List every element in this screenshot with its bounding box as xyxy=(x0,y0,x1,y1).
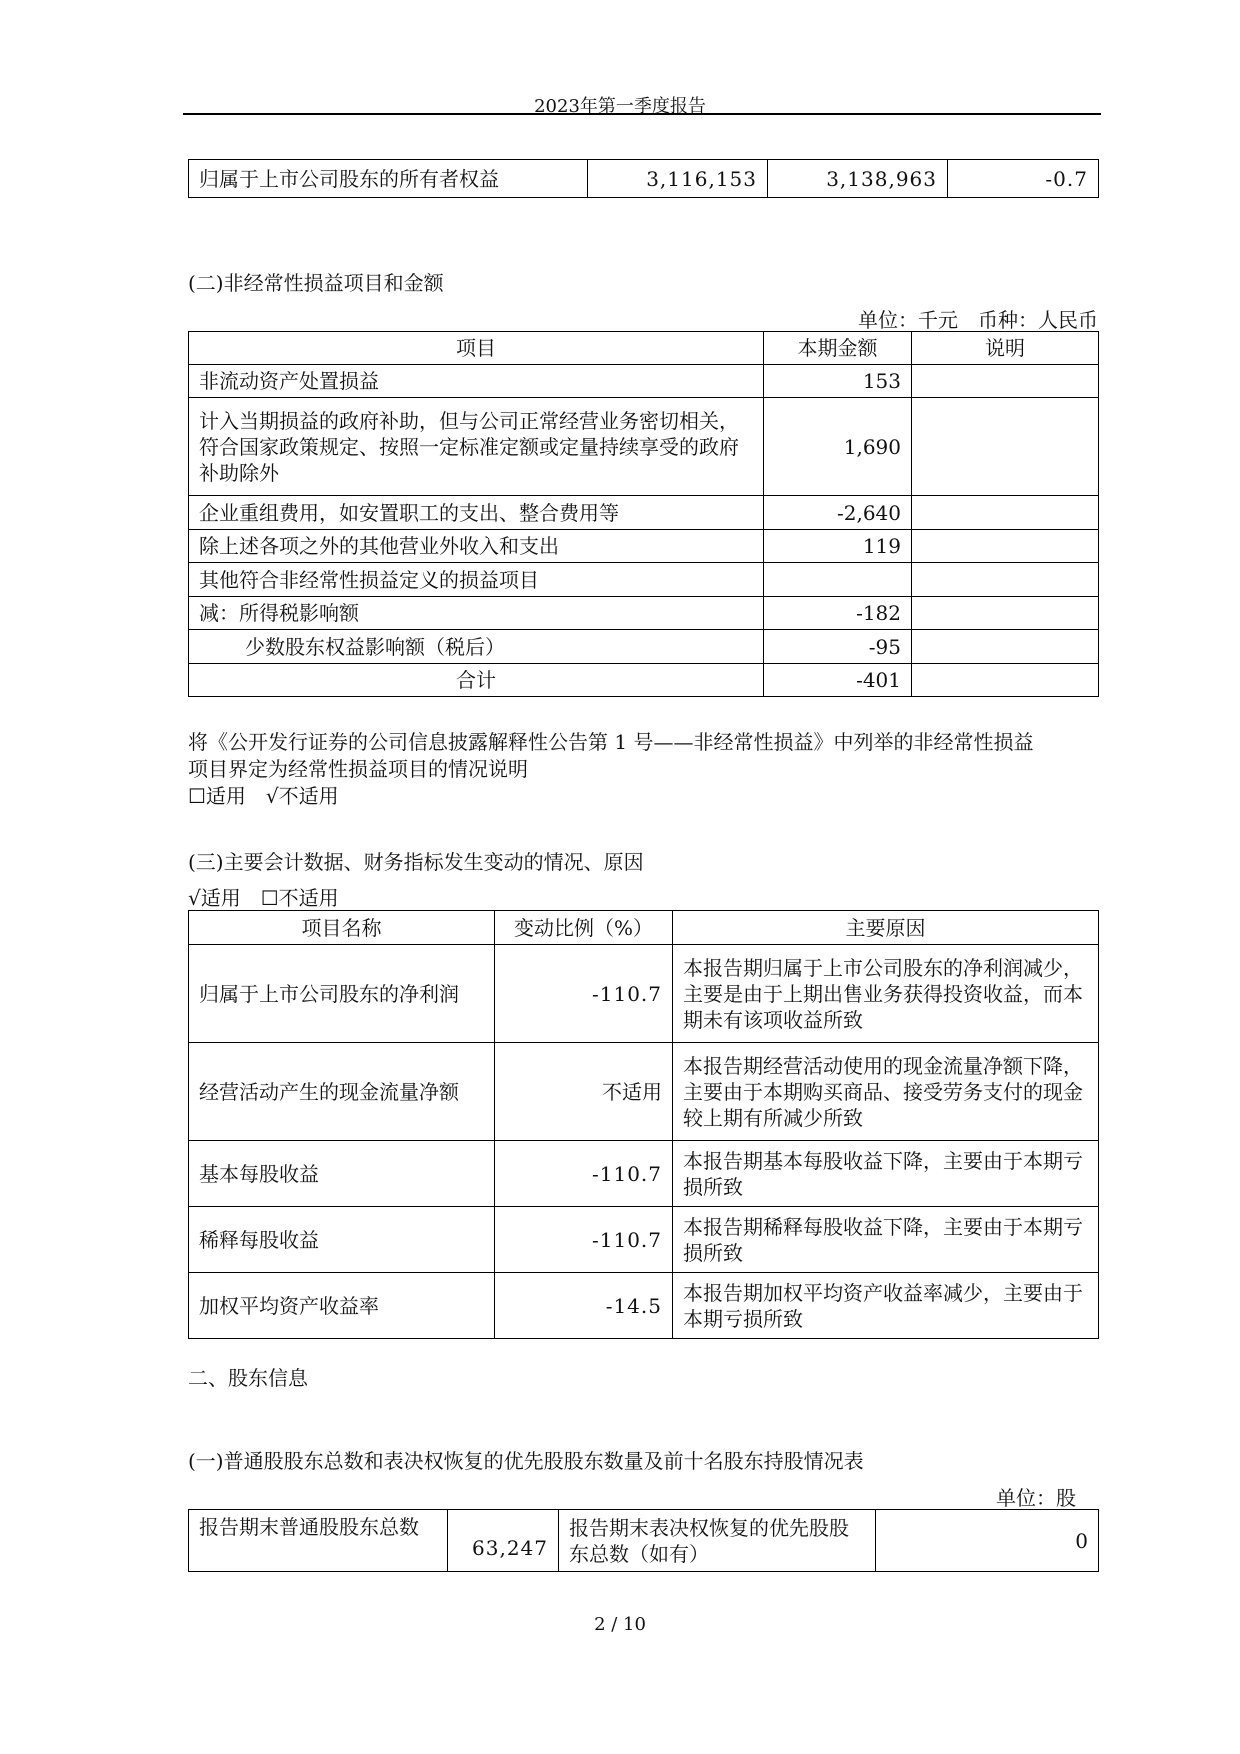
row-item: 计入当期损益的政府补助，但与公司正常经营业务密切相关，符合国家政策规定、按照一定标准定额或定量持续享受的政府补助除外 xyxy=(189,398,764,496)
nonrecurring-unit: 单位：千元 币种：人民币 xyxy=(858,308,1098,332)
row-ratio: -110.7 xyxy=(495,1207,673,1273)
table-row xyxy=(189,945,1099,1043)
table-row xyxy=(189,1510,1099,1572)
table-row xyxy=(189,160,1099,198)
changes-section-title: (三)主要会计数据、财务指标发生变动的情况、原因 xyxy=(188,850,644,874)
table-row xyxy=(189,1207,1099,1273)
row-item-total: 合计 xyxy=(189,664,764,697)
equity-table xyxy=(188,159,1099,198)
table-row xyxy=(189,597,1099,630)
table-row xyxy=(189,664,1099,697)
row-ratio: 不适用 xyxy=(495,1043,673,1141)
row-note xyxy=(912,398,1099,496)
row-ratio: -110.7 xyxy=(495,1141,673,1207)
equity-current: 3,116,153 xyxy=(588,160,768,198)
col-header-item-name: 项目名称 xyxy=(189,911,495,945)
table-row xyxy=(189,530,1099,563)
row-amount xyxy=(764,563,912,597)
row-ratio: -110.7 xyxy=(495,945,673,1043)
row-amount-total: -401 xyxy=(764,664,912,697)
equity-change: -0.7 xyxy=(948,160,1099,198)
total-shareholders-value: 63,247 xyxy=(448,1510,559,1572)
changes-applicable: √适用 ☐不适用 xyxy=(188,886,339,910)
table-row xyxy=(189,365,1099,398)
row-ratio: -14.5 xyxy=(495,1273,673,1339)
shareholders-section-title: 二、股东信息 xyxy=(188,1366,308,1390)
explanation-line-2: 项目界定为经常性损益项目的情况说明 xyxy=(188,757,528,781)
row-item: 除上述各项之外的其他营业外收入和支出 xyxy=(189,530,764,563)
row-amount: -2,640 xyxy=(764,496,912,530)
table-header-row xyxy=(189,911,1099,945)
equity-previous: 3,138,963 xyxy=(768,160,948,198)
explanation-line-1: 将《公开发行证券的公司信息披露解释性公告第 1 号——非经常性损益》中列举的非经常性损益 xyxy=(188,730,1034,754)
total-shareholders-label: 报告期末普通股股东总数 xyxy=(189,1510,448,1572)
nonrecurring-applicable: ☐适用 √不适用 xyxy=(188,784,339,808)
shareholders-sub-title: (一)普通股股东总数和表决权恢复的优先股股东数量及前十名股东持股情况表 xyxy=(188,1449,864,1473)
row-amount: 119 xyxy=(764,530,912,563)
row-item-name: 基本每股收益 xyxy=(189,1141,495,1207)
row-note xyxy=(912,365,1099,398)
row-reason: 本报告期稀释每股收益下降，主要由于本期亏损所致 xyxy=(673,1207,1099,1273)
table-row xyxy=(189,563,1099,597)
shareholders-unit: 单位：股 xyxy=(996,1486,1076,1510)
col-header-item: 项目 xyxy=(189,332,764,365)
header-divider xyxy=(183,113,1101,115)
nonrecurring-section-title: (二)非经常性损益项目和金额 xyxy=(188,271,444,295)
col-header-note: 说明 xyxy=(912,332,1099,365)
col-header-ratio: 变动比例（%） xyxy=(495,911,673,945)
row-amount: -95 xyxy=(764,630,912,664)
row-note xyxy=(912,530,1099,563)
table-row xyxy=(189,398,1099,496)
shareholders-table xyxy=(188,1509,1099,1572)
row-note xyxy=(912,496,1099,530)
row-reason: 本报告期归属于上市公司股东的净利润减少，主要是由于上期出售业务获得投资收益，而本期未有该项收益所致 xyxy=(673,945,1099,1043)
row-note xyxy=(912,664,1099,697)
row-note xyxy=(912,563,1099,597)
row-reason: 本报告期加权平均资产收益率减少，主要由于本期亏损所致 xyxy=(673,1273,1099,1339)
changes-table xyxy=(188,910,1099,1339)
table-row xyxy=(189,630,1099,664)
row-item-name: 稀释每股收益 xyxy=(189,1207,495,1273)
page-number: 2 / 10 xyxy=(594,1614,646,1635)
row-amount: 1,690 xyxy=(764,398,912,496)
row-item-name: 加权平均资产收益率 xyxy=(189,1273,495,1339)
table-header-row xyxy=(189,332,1099,365)
row-item: 其他符合非经常性损益定义的损益项目 xyxy=(189,563,764,597)
equity-label: 归属于上市公司股东的所有者权益 xyxy=(189,160,588,198)
table-row xyxy=(189,1273,1099,1339)
col-header-amount: 本期金额 xyxy=(764,332,912,365)
table-row xyxy=(189,496,1099,530)
page-header: 2023年第一季度报告 xyxy=(534,96,706,117)
row-item-name: 归属于上市公司股东的净利润 xyxy=(189,945,495,1043)
nonrecurring-table xyxy=(188,331,1099,697)
row-amount: 153 xyxy=(764,365,912,398)
row-note xyxy=(912,597,1099,630)
row-reason: 本报告期基本每股收益下降，主要由于本期亏损所致 xyxy=(673,1141,1099,1207)
col-header-reason: 主要原因 xyxy=(673,911,1099,945)
row-item-name: 经营活动产生的现金流量净额 xyxy=(189,1043,495,1141)
row-item: 企业重组费用，如安置职工的支出、整合费用等 xyxy=(189,496,764,530)
row-amount: -182 xyxy=(764,597,912,630)
table-row xyxy=(189,1043,1099,1141)
row-item: 非流动资产处置损益 xyxy=(189,365,764,398)
pref-shareholders-value: 0 xyxy=(876,1510,1099,1572)
table-row xyxy=(189,1141,1099,1207)
row-reason: 本报告期经营活动使用的现金流量净额下降，主要由于本期购买商品、接受劳务支付的现金较上期有所减少所致 xyxy=(673,1043,1099,1141)
row-item: 少数股东权益影响额（税后） xyxy=(189,630,764,664)
row-note xyxy=(912,630,1099,664)
row-item: 减：所得税影响额 xyxy=(189,597,764,630)
pref-shareholders-label: 报告期末表决权恢复的优先股股东总数（如有） xyxy=(559,1510,876,1572)
